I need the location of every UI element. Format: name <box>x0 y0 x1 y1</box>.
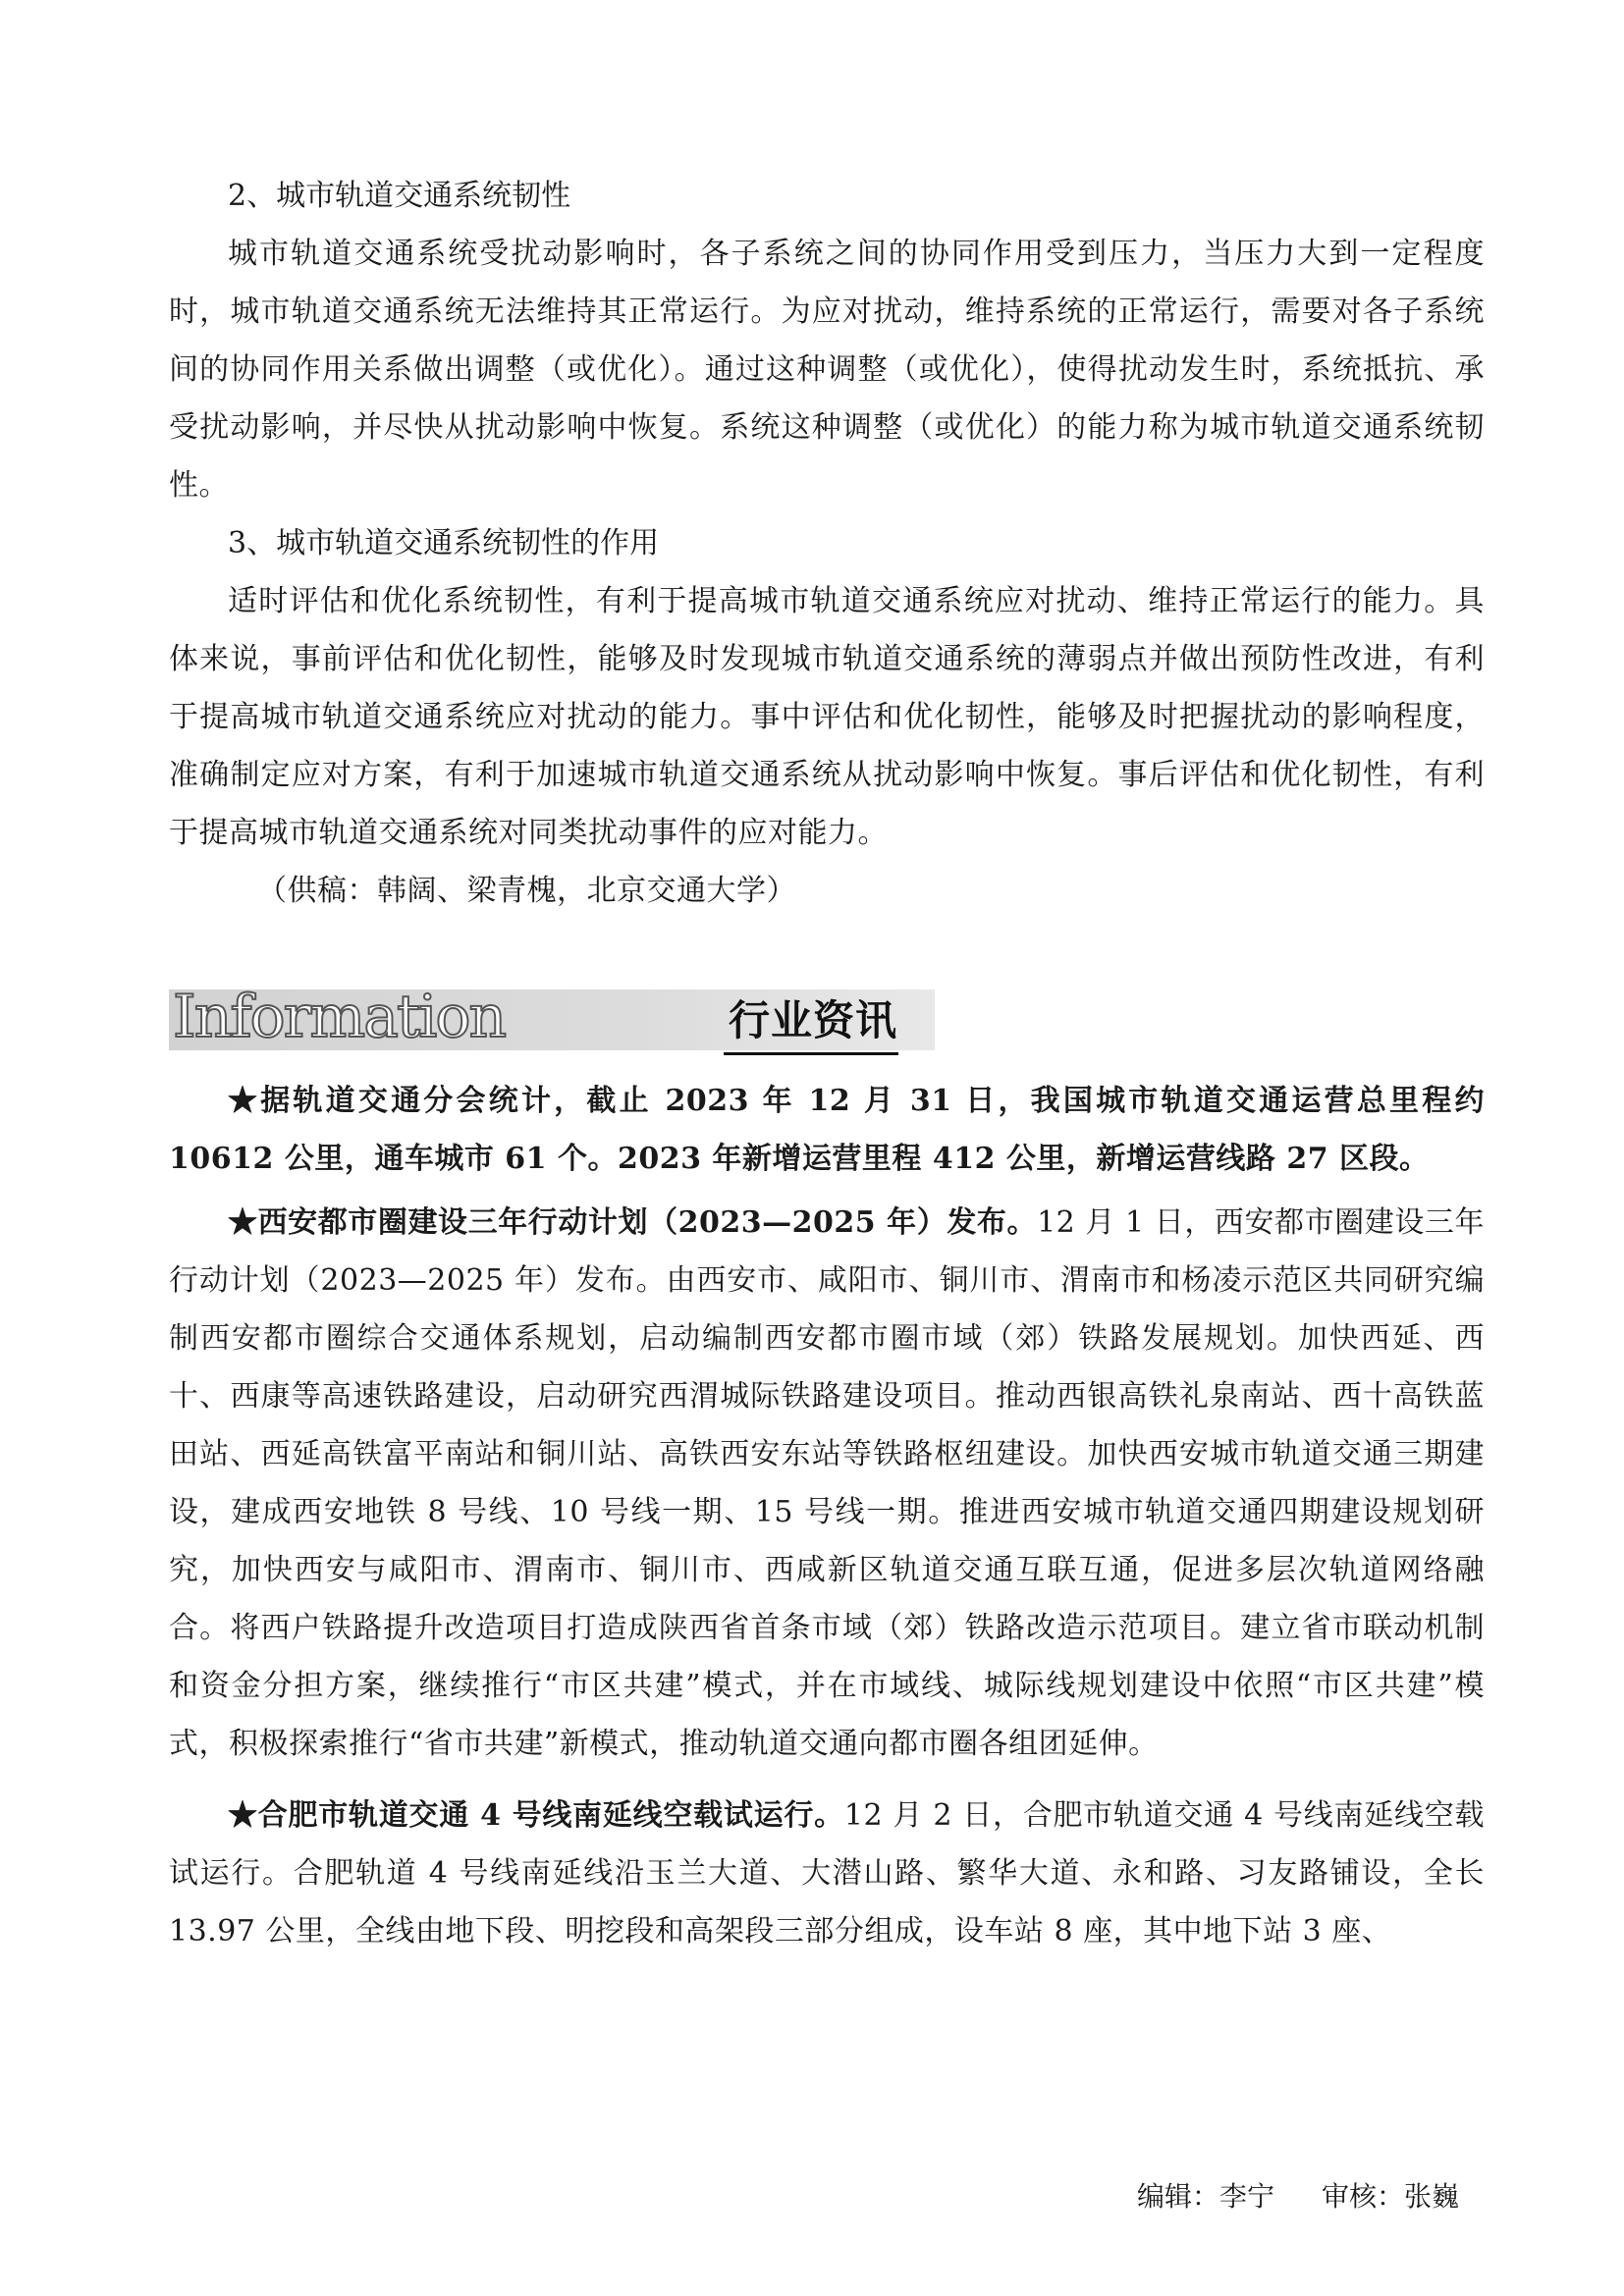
news-lead: ★合肥市轨道交通 4 号线南延线空载试运行。 <box>228 1798 844 1833</box>
footer-editor: 编辑：李宁 <box>1137 2180 1275 2213</box>
page-footer <box>1137 2177 1459 2216</box>
credit-line: （供稿：韩阔、梁青槐，北京交通大学） <box>257 874 796 908</box>
industry-news-banner <box>169 984 1485 1057</box>
section-paragraph: 适时评估和优化系统韧性，有利于提高城市轨道交通系统应对扰动、维持正常运行的能力。具体来说，事前评估和优化韧性，能够及时发现城市轨道交通系统的薄弱点并做出预防性改进，有利于提高城市轨道交通系统应对扰动的能力。事中评估和优化韧性，能够及时把握扰动的影响程度，准确制定应对方案，有利于加速城市轨道交通系统从扰动影响中恢复。事后评估和优化韧性，有利于提高城市轨道交通系统对同类扰动事件的应对能力。 <box>169 584 1485 850</box>
news-item <box>169 1787 1485 1960</box>
footer-reviewer: 审核：张巍 <box>1322 2180 1460 2213</box>
news-body: 12 月 1 日，西安都市圈建设三年行动计划（2023—2025 年）发布。由西安市、咸阳市、铜川市、渭南市和杨凌示范区共同研究编制西安都市圈综合交通体系规划，启动编制西安都市圈市域（郊）铁路发展规划。加快西延、西十、西康等高速铁路建设，启动研究西渭城际铁路建设项目。推动西银高铁礼泉南站、西十高铁蓝田站、西延高铁富平南站和铜川站、高铁西安东站等铁路枢纽建设。加快西安城市轨道交通三期建设，建成西安地铁 8 号线、10 号线一期、15 号线一期。推进西安城市轨道交通四期建设规划研究，加快西安与咸阳市、渭南市、铜川市、西咸新区轨道交通互联互通，促进多层次轨道网络融合。将西户铁路提升改造项目打造成陕西省首条市域（郊）铁路改造示范项目。建立省市联动机制和资金分担方案，继续推行“市区共建”模式，并在市域线、城际线规划建设中依照“市区共建”模式，积极探索推行“省市共建”新模式，推动轨道交通向都市圈各组团延伸。 <box>169 1205 1486 1761</box>
section-paragraph: 城市轨道交通系统受扰动影响时，各子系统之间的协同作用受到压力，当压力大到一定程度时，城市轨道交通系统无法维持其正常运行。为应对扰动，维持系统的正常运行，需要对各子系统间的协同作用关系做出调整（或优化）。通过这种调整（或优化），使得扰动发生时，系统抵抗、承受扰动影响，并尽快从扰动影响中恢复。系统这种调整（或优化）的能力称为城市轨道交通系统韧性。 <box>169 237 1485 503</box>
news-body: 12 月 2 日，合肥市轨道交通 4 号线南延线空载试运行。合肥轨道 4 号线南延线沿玉兰大道、大潜山路、繁华大道、永和路、习友路铺设，全长 13.97 公里，全线由地下段、明挖段和高架段三部分组成，设车站 8 座，其中地下站 3 座、 <box>169 1798 1486 1949</box>
banner-chinese-title: 行业资讯 <box>729 996 898 1044</box>
banner-english-title: Information <box>173 983 506 1051</box>
section-resilience <box>169 167 1485 920</box>
section-heading: 2、城市轨道交通系统韧性 <box>228 179 571 213</box>
news-lead: ★据轨道交通分会统计，截止 2023 年 12 月 31 日，我国城市轨道交通运营总里程约 10612 公里，通车城市 61 个。2023 年新增运营里程 412 公里，新增运营线路 27 区段。 <box>169 1084 1485 1176</box>
news-list <box>169 1072 1485 1960</box>
news-item <box>169 1194 1485 1773</box>
news-item <box>169 1072 1485 1188</box>
banner-underline <box>724 1052 898 1055</box>
news-lead: ★西安都市圈建设三年行动计划（2023—2025 年）发布。 <box>228 1205 1038 1240</box>
section-heading: 3、城市轨道交通系统韧性的作用 <box>228 526 660 561</box>
